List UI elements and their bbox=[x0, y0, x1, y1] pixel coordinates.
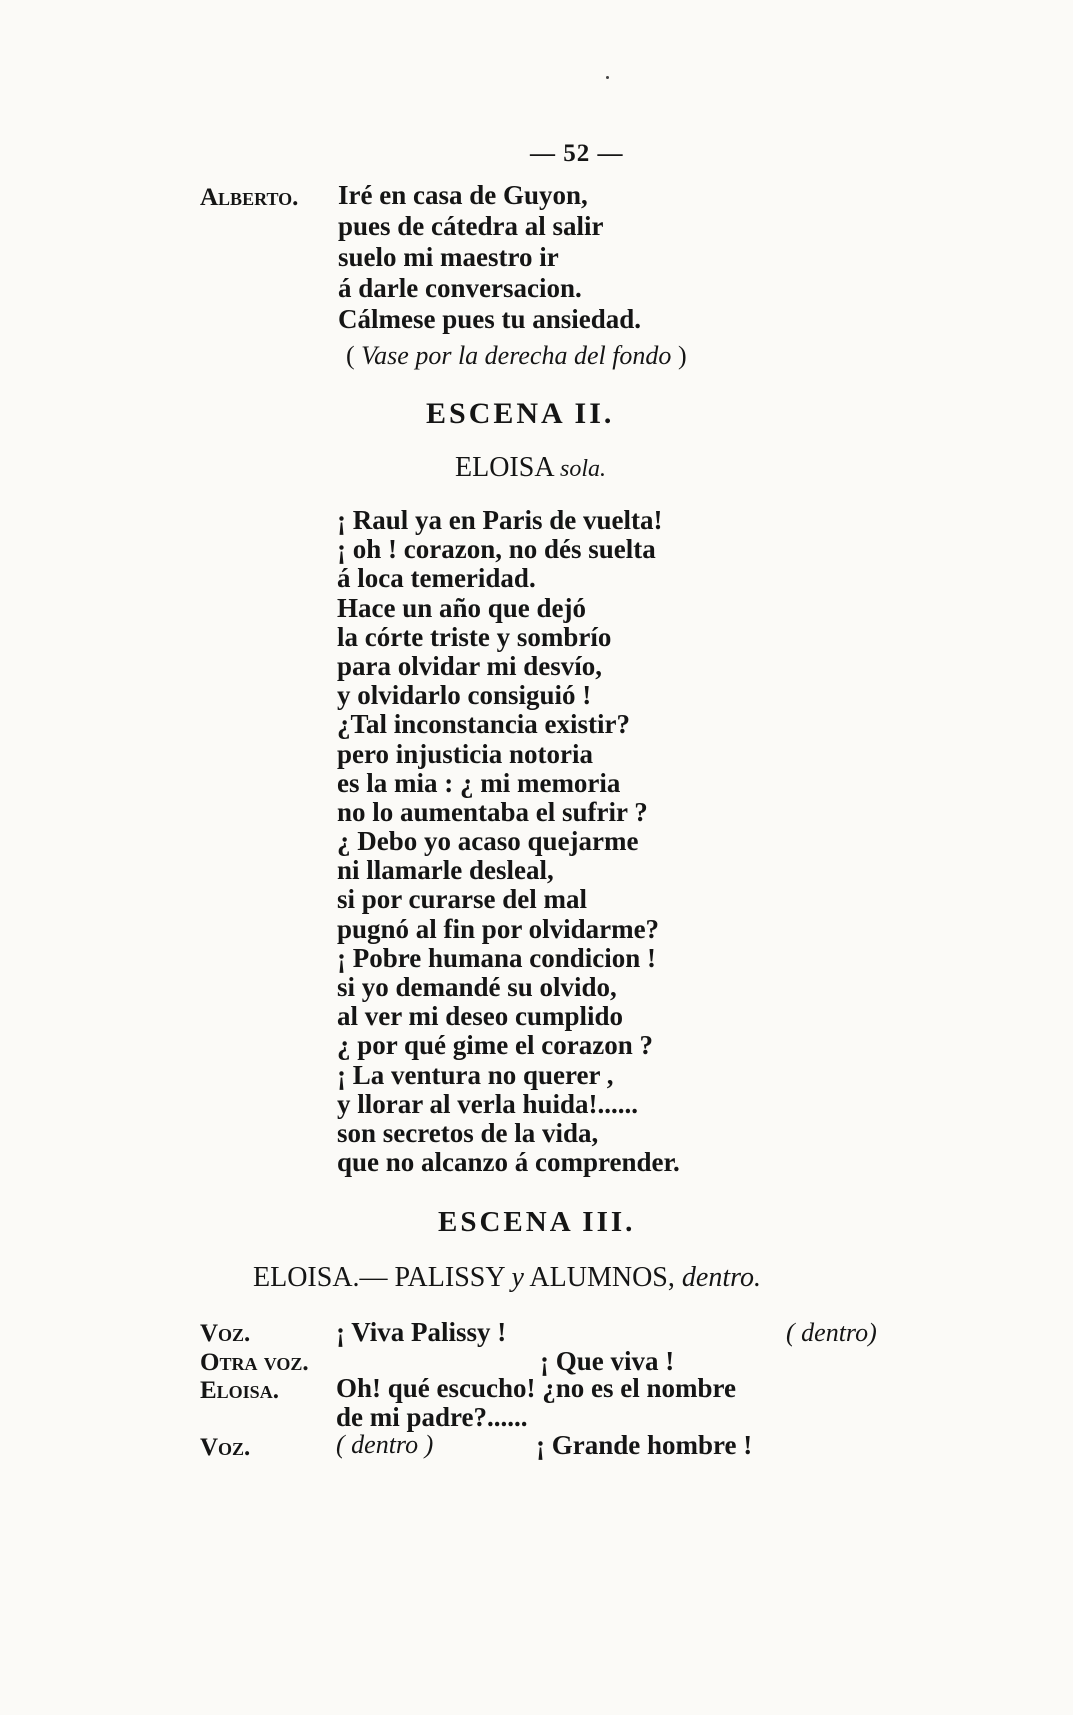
cast-list-3 bbox=[253, 1262, 761, 1294]
cast-note: dentro. bbox=[681, 1262, 761, 1293]
verse-line: pero injusticia notoria bbox=[337, 738, 593, 769]
stage-direction: ( dentro) bbox=[786, 1318, 877, 1347]
speaker-alberto: Alberto. bbox=[200, 184, 299, 211]
dialogue-line: de mi padre?...... bbox=[336, 1402, 528, 1432]
cast-names-2: ALUMNOS, bbox=[523, 1262, 682, 1293]
verse-line: á loca temeridad. bbox=[337, 563, 536, 594]
verse-line: ¡ oh ! corazon, no dés suelta bbox=[337, 534, 656, 565]
stage-direction-exit bbox=[346, 341, 687, 371]
cast-note: sola. bbox=[560, 456, 607, 482]
stage-open: ( bbox=[346, 341, 362, 370]
scene-heading-2: ESCENA II. bbox=[426, 397, 615, 430]
verse-line: ¿Tal inconstancia existir? bbox=[337, 709, 631, 740]
verse-line: la córte triste y sombrío bbox=[337, 621, 612, 652]
verse-line: ¡ Pobre humana condicion ! bbox=[337, 942, 657, 973]
stage-direction: ( dentro ) bbox=[336, 1430, 434, 1459]
print-speck bbox=[606, 76, 609, 79]
verse-line: ¡ Raul ya en Paris de vuelta! bbox=[337, 505, 663, 535]
alberto-verse bbox=[338, 180, 641, 335]
verse-line: á darle conversacion. bbox=[338, 273, 582, 303]
verse-line: y olvidarlo consiguió ! bbox=[337, 680, 592, 711]
verse-line: para olvidar mi desvío, bbox=[337, 650, 603, 681]
verse-line: no lo aumentaba el sufrir ? bbox=[337, 796, 648, 827]
verse-line: y llorar al verla huida!...... bbox=[337, 1088, 638, 1119]
cast-names: ELOISA.— PALISSY bbox=[253, 1262, 512, 1293]
verse-line: Hace un año que dejó bbox=[337, 592, 587, 623]
stage-close: ) bbox=[671, 341, 687, 370]
verse-line: pugnó al fin por olvidarme? bbox=[337, 913, 660, 944]
speaker-eloisa: Eloisa. bbox=[200, 1377, 279, 1404]
dialogue-line: ¡ Que viva ! bbox=[540, 1346, 675, 1376]
verse-line: son secretos de la vida, bbox=[337, 1117, 599, 1148]
eloisa-monologue bbox=[337, 506, 680, 1177]
verse-line: pues de cátedra al salir bbox=[338, 211, 604, 241]
verse-line: que no alcanzo á comprender. bbox=[337, 1147, 680, 1178]
dialogue-line: Oh! qué escucho! ¿no es el nombre bbox=[336, 1373, 737, 1403]
verse-line: ¡ La ventura no querer , bbox=[337, 1059, 614, 1090]
dialogue-line: ¡ Viva Palissy ! bbox=[336, 1317, 507, 1347]
verse-line: es la mia : ¿ mi memoria bbox=[337, 767, 621, 798]
verse-line: si yo demandé su olvido, bbox=[337, 972, 617, 1002]
verse-line: ¿ Debo yo acaso quejarme bbox=[337, 826, 639, 857]
stage-text: Vase por la derecha del fondo bbox=[361, 341, 672, 370]
speaker-voz-2: Voz. bbox=[200, 1434, 251, 1461]
cast-list-2 bbox=[455, 452, 606, 484]
verse-line: Iré en casa de Guyon, bbox=[338, 180, 588, 210]
verse-line: ¿ por qué gime el corazon ? bbox=[337, 1030, 653, 1061]
cast-name: ELOISA bbox=[455, 452, 553, 483]
speaker-voz: Voz. bbox=[200, 1320, 251, 1347]
speaker-otra-voz: Otra voz. bbox=[200, 1349, 309, 1376]
dialogue-line: ¡ Grande hombre ! bbox=[536, 1430, 753, 1460]
scene-heading-3: ESCENA III. bbox=[438, 1206, 636, 1238]
verse-line: al ver mi deseo cumplido bbox=[337, 1001, 623, 1032]
verse-line: suelo mi maestro ir bbox=[338, 242, 559, 272]
cast-conjunction: y bbox=[511, 1262, 524, 1293]
verse-line: Cálmese pues tu ansiedad. bbox=[338, 304, 642, 334]
verse-line: si por curarse del mal bbox=[337, 884, 587, 915]
verse-line: ni llamarle desleal, bbox=[337, 855, 554, 886]
page-number: — 52 — bbox=[530, 140, 624, 167]
